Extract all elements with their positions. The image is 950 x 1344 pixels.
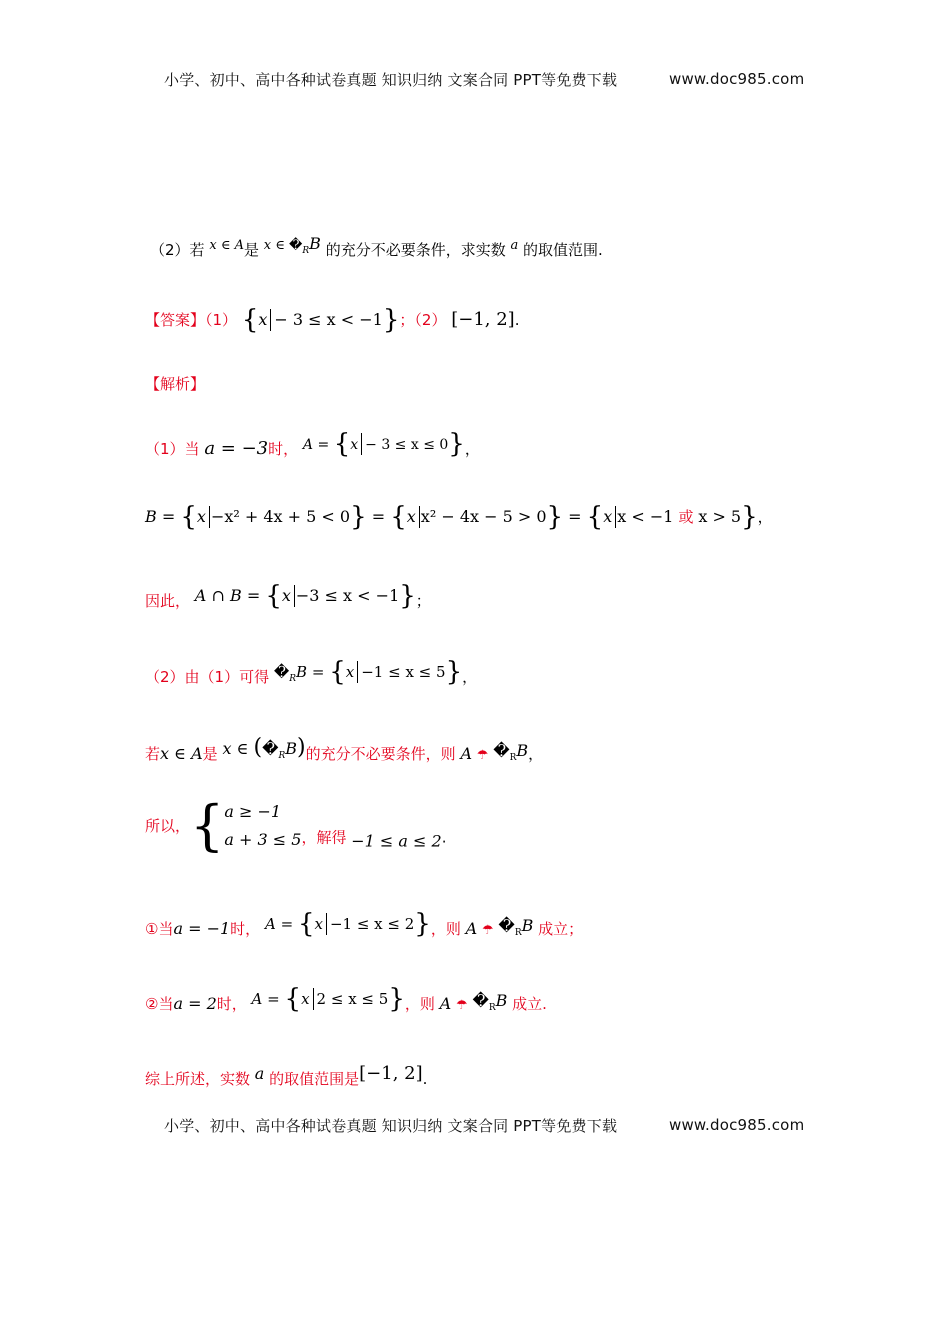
l1-when: 时，	[268, 440, 299, 458]
l1-prefix: （1）当	[145, 440, 200, 458]
math-compB: $�_RB = \{x -1 \le x \le 5\}$	[273, 657, 463, 687]
l9-mid: 的取值范围是	[269, 1070, 360, 1088]
sys-row-2: a + 3 ≤ 5	[224, 830, 302, 849]
question-suffix2: 的取值范围.	[523, 241, 603, 259]
math-set-A3: A = {x 2 ≤ x ≤ 5}	[251, 984, 405, 1014]
question-part-2	[150, 233, 603, 262]
l3-end: ；	[415, 592, 431, 610]
answer-line	[145, 305, 520, 335]
l8-then: ，则	[404, 995, 435, 1013]
analysis-line-4	[145, 657, 478, 690]
page-footer	[164, 1115, 617, 1136]
l6-prefix: 所以，	[145, 817, 191, 835]
l6-end: .	[441, 828, 447, 847]
math-set-A1: A = {x − 3 ≤ x ≤ 0}	[302, 429, 465, 459]
answer-end: .	[514, 311, 520, 329]
math-set-B-chain: B = {x −x² + 4x + 5 < 0} = {x x² − 4x − 5 > 0} = {x x < −1	[145, 502, 674, 532]
l8-when: 时，	[216, 995, 247, 1013]
analysis-line-5	[145, 737, 543, 769]
math-A-l5: A	[460, 744, 472, 763]
math-a-l9: a	[254, 1064, 265, 1083]
page-header	[164, 69, 617, 90]
proper-subset-icon-2: ☂	[481, 923, 494, 938]
question-suffix: 的充分不必要条件，求实数	[325, 241, 506, 259]
math-A-l7: A	[465, 919, 478, 938]
l9-prefix: 综上所述，实数	[145, 1070, 251, 1088]
math-set-A2: A = {x −1 ≤ x ≤ 2}	[264, 909, 431, 939]
header-url[interactable]	[669, 70, 804, 88]
analysis-label: 【解析】	[145, 375, 206, 393]
math-solve: −1 ≤ a ≤ 2	[351, 831, 442, 851]
answer-sep: ；（2）	[399, 311, 447, 329]
l7-then: ，则	[430, 920, 461, 938]
l5-is: 是	[202, 745, 218, 763]
l5-prefix: 若	[145, 745, 161, 763]
math-a-eq-neg3: a = −3	[204, 438, 269, 459]
l8-end: 成立.	[512, 995, 547, 1013]
math-compB-l7: $�_RB$	[498, 916, 534, 938]
l7-end: 成立；	[538, 920, 584, 938]
l5-mid: 的充分不必要条件，则	[305, 745, 456, 763]
math-system: {a ≥ −1 a + 3 ≤ 5	[190, 794, 302, 857]
math-cap: A ∩ B = {x −3 ≤ x < −1}	[194, 581, 416, 611]
question-prefix: （2）若	[150, 241, 205, 259]
analysis-line-8	[145, 984, 547, 1019]
proper-subset-icon-3: ☂	[456, 998, 468, 1013]
complement-symbol: �	[289, 238, 303, 253]
math-x-in-compB: x ∈ $�_RB$	[263, 234, 321, 256]
analysis-line-1	[145, 429, 480, 460]
l1-end: ，	[464, 440, 480, 458]
l4-end: ，	[462, 668, 478, 686]
math-a-eq-2: a = 2	[173, 994, 217, 1013]
math-a: a	[510, 238, 519, 253]
complement-symbol-2: �	[273, 663, 290, 681]
l7-prefix: ①当	[145, 920, 174, 938]
proper-subset-icon: ☂	[476, 748, 489, 763]
math-set-B-right: x > 5}	[698, 502, 758, 532]
math-compB-l5: $�_RB$	[493, 741, 529, 763]
sys-row-1: a ≥ −1	[224, 802, 282, 821]
l7-when: 时，	[230, 920, 261, 938]
footer-url[interactable]	[669, 1116, 804, 1134]
analysis-line-9	[145, 1063, 427, 1090]
math-range-final: [−1, 2]	[359, 1063, 423, 1084]
footer-url-text[interactable]: www.doc985.com	[669, 1116, 805, 1134]
math-A-l8: A	[439, 994, 452, 1013]
math-a-eq-neg1: a = −1	[173, 919, 231, 938]
l8-prefix: ②当	[145, 995, 174, 1013]
answer-p1: （1）	[205, 311, 238, 329]
l2-end: ，	[757, 508, 773, 526]
math-x-in-A: x ∈ A	[209, 238, 244, 253]
question-is: 是	[243, 241, 259, 259]
l5-end: ，	[528, 745, 544, 763]
l9-end: .	[422, 1070, 428, 1088]
math-x-in-compB-paren: x ∈ $(�_RB)$	[222, 735, 306, 761]
l2-or: 或	[678, 508, 694, 526]
math-x-in-A-2: x ∈ A	[160, 744, 203, 763]
answer-label: 【答案】	[145, 311, 206, 329]
answer-set1: {x − 3 ≤ x < −1}	[241, 305, 400, 335]
answer-range: [−1, 2]	[451, 309, 515, 330]
header-url-text[interactable]: www.doc985.com	[669, 70, 805, 88]
l3-prefix: 因此，	[145, 592, 191, 610]
footer-text: 小学、初中、高中各种试卷真题 知识归纳 文案合同 PPT等免费下载	[164, 1117, 618, 1135]
analysis-line-2	[145, 502, 773, 532]
analysis-line-6	[145, 794, 447, 857]
header-text: 小学、初中、高中各种试卷真题 知识归纳 文案合同 PPT等免费下载	[164, 71, 618, 89]
math-compB-l8: $�_RB$	[472, 991, 508, 1013]
analysis-line-3	[145, 581, 431, 612]
l4-prefix: （2）由（1）可得	[145, 668, 270, 686]
analysis-line-7	[145, 909, 584, 944]
l6-solve: ，解得	[301, 828, 347, 847]
